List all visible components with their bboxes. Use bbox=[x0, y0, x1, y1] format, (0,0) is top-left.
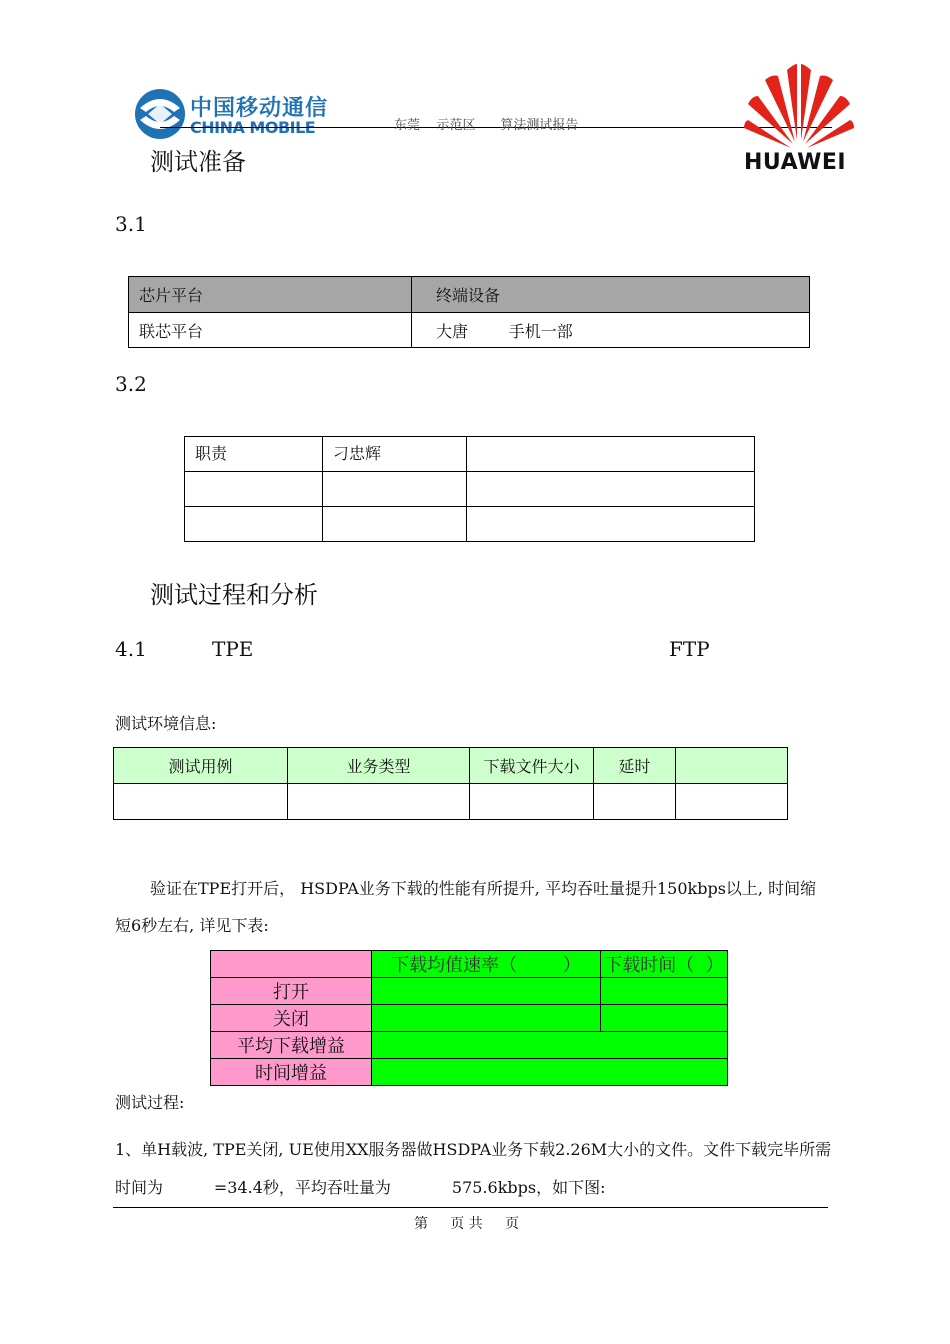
result-row-time-gain: 时间增益 bbox=[211, 1059, 372, 1086]
staff-table bbox=[184, 436, 755, 542]
platform-header-chip: 芯片平台 bbox=[129, 277, 412, 313]
env-header: 延时 bbox=[594, 748, 676, 784]
result-row-close: 关闭 bbox=[211, 1005, 372, 1032]
section-4-1-ftp: FTP bbox=[669, 637, 710, 661]
result-corner-cell bbox=[211, 951, 372, 978]
env-cell bbox=[470, 784, 594, 820]
huawei-logo-icon bbox=[740, 62, 858, 152]
section-4-1-tpe: TPE bbox=[212, 637, 254, 661]
step-line: 时间为 =34.4秒，平均吞吐量为 575.6kbps，如下图: bbox=[115, 1178, 606, 1197]
paragraph-line: 验证在TPE打开后， HSDPA业务下载的性能有所提升, 平均吞吐量提升150kbps以上, 时间缩 bbox=[150, 879, 817, 898]
platform-table bbox=[128, 276, 810, 348]
huawei-wordmark: HUAWEI bbox=[744, 150, 847, 175]
result-cell bbox=[601, 978, 728, 1005]
staff-cell bbox=[185, 472, 323, 507]
result-header-time: 下载时间（ ） bbox=[601, 951, 728, 978]
result-table bbox=[210, 950, 728, 1086]
section-4-1-number: 4.1 bbox=[115, 637, 147, 661]
china-mobile-name-en: CHINA MOBILE bbox=[190, 118, 316, 137]
staff-cell: 刁忠辉 bbox=[323, 437, 467, 472]
env-table bbox=[113, 747, 788, 820]
paragraph-line: 短6秒左右, 详见下表: bbox=[115, 916, 269, 935]
env-header: 业务类型 bbox=[288, 748, 470, 784]
footer-rule bbox=[113, 1207, 828, 1208]
env-header: 下载文件大小 bbox=[470, 748, 594, 784]
section-4-title: 测试过程和分析 bbox=[150, 581, 318, 609]
result-cell bbox=[601, 1005, 728, 1032]
env-cell bbox=[594, 784, 676, 820]
platform-cell-chip: 联芯平台 bbox=[129, 313, 412, 348]
result-row-open: 打开 bbox=[211, 978, 372, 1005]
section-3-1-number: 3.1 bbox=[115, 212, 147, 236]
staff-cell bbox=[467, 507, 755, 542]
staff-cell bbox=[467, 437, 755, 472]
header-title: 东莞 示范区 算法测试报告 bbox=[394, 118, 579, 133]
platform-cell-device: 大唐 手机一部 bbox=[412, 313, 810, 348]
env-header: 测试用例 bbox=[114, 748, 288, 784]
staff-cell: 职责 bbox=[185, 437, 323, 472]
result-cell bbox=[372, 1005, 601, 1032]
env-cell bbox=[114, 784, 288, 820]
platform-header-device: 终端设备 bbox=[412, 277, 810, 313]
env-cell bbox=[676, 784, 788, 820]
step-line: 1、单H载波, TPE关闭, UE使用XX服务器做HSDPA业务下载2.26M大小的文件。文件下载完毕所需 bbox=[115, 1140, 832, 1159]
section-3-2-number: 3.2 bbox=[115, 372, 147, 396]
page-number: 第 页 共 页 bbox=[414, 1216, 519, 1232]
result-row-avg-gain: 平均下载增益 bbox=[211, 1032, 372, 1059]
result-cell bbox=[372, 1032, 728, 1059]
result-cell bbox=[372, 1059, 728, 1086]
env-label: 测试环境信息: bbox=[115, 714, 217, 733]
result-cell bbox=[372, 978, 601, 1005]
result-header-rate: 下载均值速率（ ） bbox=[372, 951, 601, 978]
env-header bbox=[676, 748, 788, 784]
section-3-title: 测试准备 bbox=[150, 148, 246, 176]
staff-cell bbox=[323, 472, 467, 507]
staff-cell bbox=[323, 507, 467, 542]
staff-cell bbox=[185, 507, 323, 542]
china-mobile-name-cn: 中国移动通信 bbox=[190, 96, 329, 121]
staff-cell bbox=[467, 472, 755, 507]
env-cell bbox=[288, 784, 470, 820]
process-label: 测试过程: bbox=[115, 1093, 185, 1112]
